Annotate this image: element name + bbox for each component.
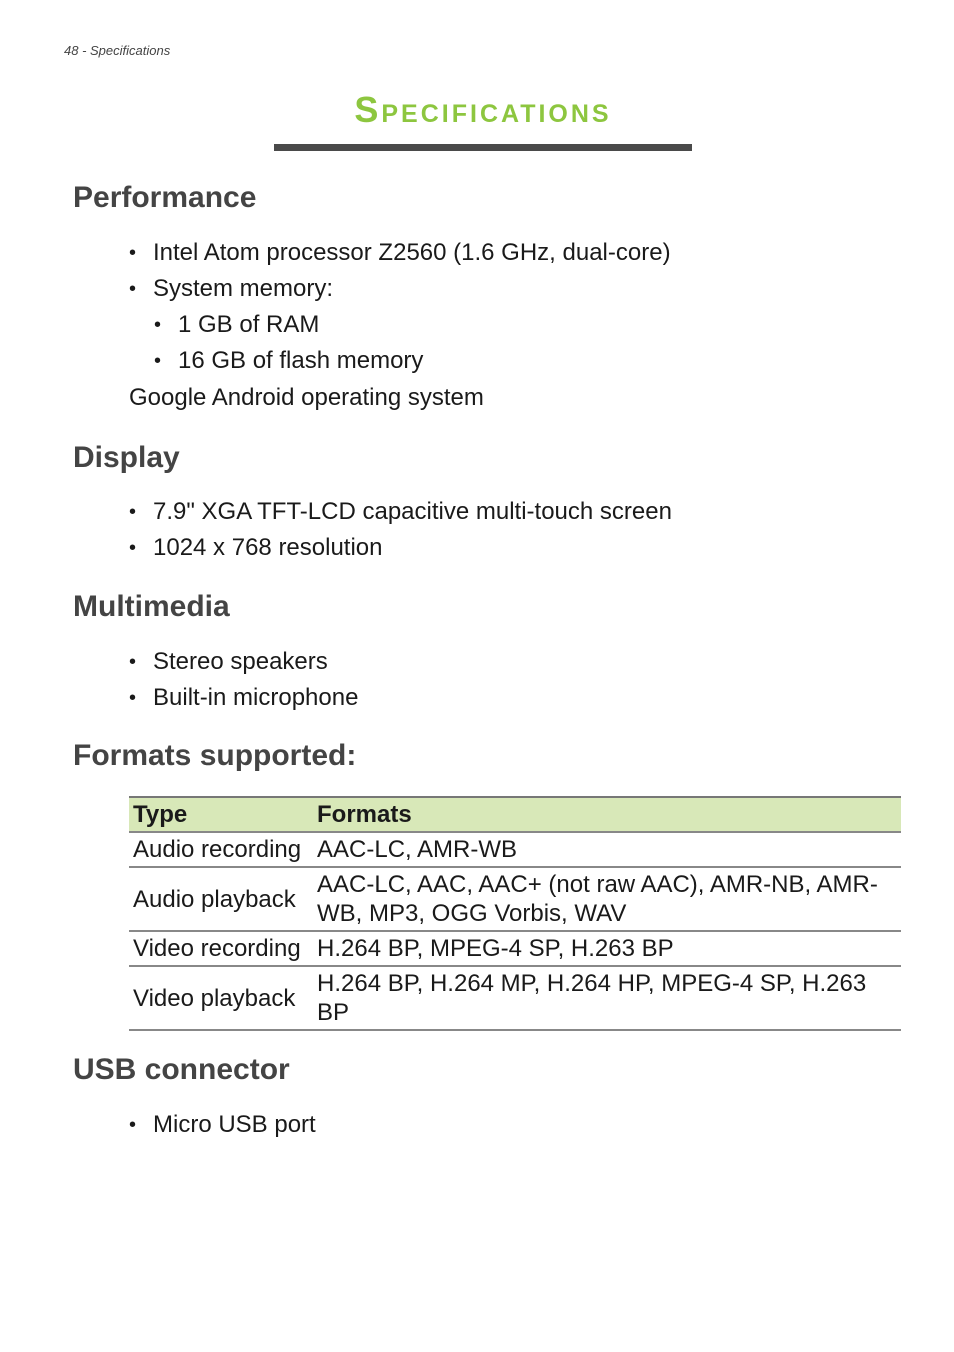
display-list xyxy=(129,494,672,566)
list-item: • Stereo speakers xyxy=(129,644,358,680)
table-cell-formats: AAC-LC, AAC, AAC+ (not raw AAC), AMR-NB, AMR-WB, MP3, OGG Vorbis, WAV xyxy=(313,867,901,931)
performance-list xyxy=(129,235,671,379)
table-cell-formats: H.264 BP, MPEG-4 SP, H.263 BP xyxy=(313,931,901,966)
section-heading-multimedia: Multimedia xyxy=(73,590,230,623)
usb-list xyxy=(129,1107,316,1143)
section-heading-formats: Formats supported: xyxy=(73,739,357,772)
table-row xyxy=(129,832,901,867)
table-cell-type: Audio recording xyxy=(129,832,313,867)
table-cell-formats: H.264 BP, H.264 MP, H.264 HP, MPEG-4 SP, H.263 BP xyxy=(313,966,901,1030)
page-title-block xyxy=(274,86,692,134)
title-underline xyxy=(274,144,692,151)
list-item: • 7.9" XGA TFT-LCD capacitive multi-touch screen xyxy=(129,494,672,530)
list-item: • System memory: xyxy=(129,271,671,307)
table-cell-type: Audio playback xyxy=(129,867,313,931)
list-item: • Built-in microphone xyxy=(129,680,358,716)
page-title: Specifications xyxy=(354,89,612,130)
section-heading-usb: USB connector xyxy=(73,1053,290,1086)
column-header-formats: Formats xyxy=(313,797,901,832)
list-item: • 1024 x 768 resolution xyxy=(129,530,672,566)
table-header-row xyxy=(129,797,901,832)
table-cell-type: Video recording xyxy=(129,931,313,966)
section-heading-performance: Performance xyxy=(73,181,257,214)
multimedia-list xyxy=(129,644,358,716)
column-header-type: Type xyxy=(129,797,313,832)
table-row xyxy=(129,966,901,1030)
table-row xyxy=(129,867,901,931)
table-cell-formats: AAC-LC, AMR-WB xyxy=(313,832,901,867)
list-subitem: • 1 GB of RAM xyxy=(154,307,671,343)
table-row xyxy=(129,931,901,966)
running-header: 48 - Specifications xyxy=(64,43,171,58)
list-item: • Intel Atom processor Z2560 (1.6 GHz, dual-core) xyxy=(129,235,671,271)
list-subitem: • 16 GB of flash memory xyxy=(154,343,671,379)
section-heading-display: Display xyxy=(73,441,180,474)
table-cell-type: Video playback xyxy=(129,966,313,1030)
performance-os-note: Google Android operating system xyxy=(129,384,484,411)
list-item: • Micro USB port xyxy=(129,1107,316,1143)
formats-table xyxy=(129,796,901,1031)
